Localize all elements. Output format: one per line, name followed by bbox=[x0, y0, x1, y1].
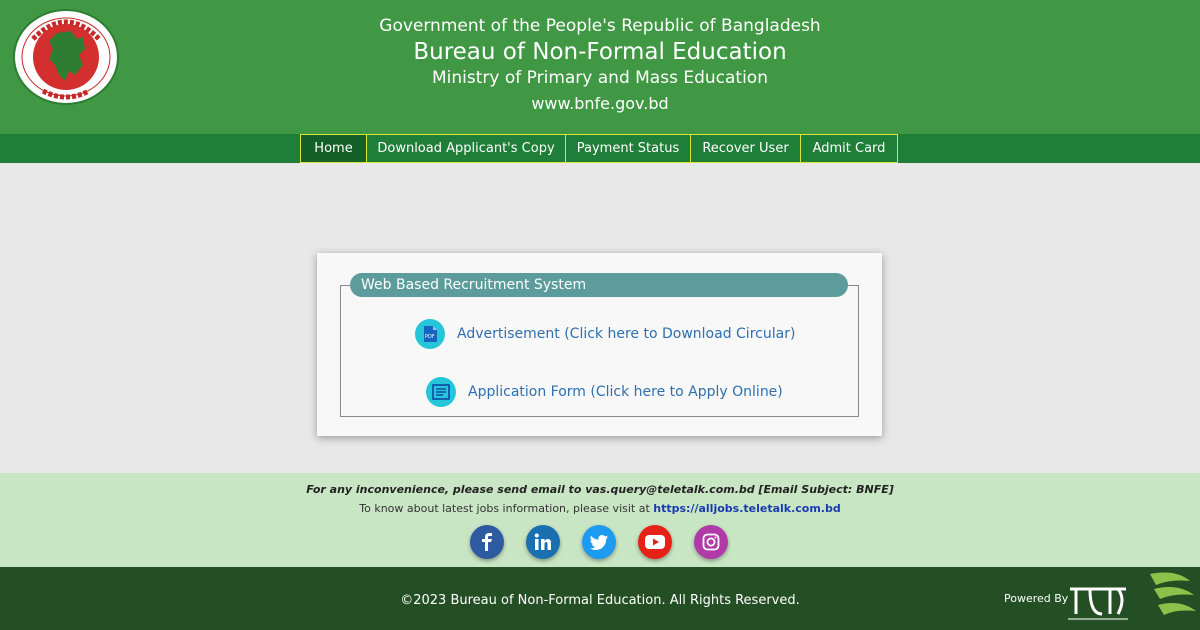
copyright-footer bbox=[0, 567, 1200, 630]
advertisement-link-label[interactable]: Advertisement (Click here to Download Circular) bbox=[457, 326, 796, 342]
recruitment-legend: Web Based Recruitment System bbox=[350, 273, 848, 297]
youtube-icon[interactable] bbox=[638, 525, 672, 559]
website-url[interactable]: www.bnfe.gov.bd bbox=[531, 94, 669, 113]
nav-item-home[interactable]: Home bbox=[300, 134, 367, 163]
alljobs-link[interactable]: https://alljobs.teletalk.com.bd bbox=[653, 502, 841, 515]
advertisement-link[interactable] bbox=[415, 319, 795, 349]
svg-text:PDF: PDF bbox=[425, 334, 435, 340]
ministry-title: Ministry of Primary and Mass Education bbox=[432, 68, 768, 88]
nav-item-recover-user[interactable]: Recover User bbox=[691, 134, 801, 163]
nav-item-admit-card[interactable]: Admit Card bbox=[801, 134, 898, 163]
nav-menu bbox=[300, 134, 898, 163]
instagram-icon[interactable] bbox=[694, 525, 728, 559]
nav-item-download-applicants-copy[interactable]: Download Applicant's Copy bbox=[367, 134, 566, 163]
navbar bbox=[0, 134, 1200, 163]
jobs-info-text: To know about latest jobs information, please visit at bbox=[359, 502, 650, 515]
site-header bbox=[0, 0, 1200, 134]
government-title: Government of the People's Republic of Bangladesh bbox=[379, 16, 821, 36]
twitter-icon[interactable] bbox=[582, 525, 616, 559]
form-icon bbox=[426, 377, 456, 407]
support-notice: For any inconvenience, please send email to vas.query@teletalk.com.bd [Email Subject: BNFE] bbox=[306, 483, 894, 496]
pdf-icon bbox=[415, 319, 445, 349]
contact-footer bbox=[0, 473, 1200, 567]
powered-by-label: Powered By bbox=[1004, 592, 1069, 605]
jobs-info bbox=[0, 502, 1200, 515]
social-links bbox=[470, 525, 730, 559]
teletalk-logo[interactable] bbox=[1066, 569, 1200, 630]
recruitment-card bbox=[317, 253, 882, 436]
linkedin-icon[interactable] bbox=[526, 525, 560, 559]
page-title: Bureau of Non-Formal Education bbox=[413, 39, 787, 65]
application-form-link[interactable] bbox=[426, 377, 783, 407]
copyright-text: ©2023 Bureau of Non-Formal Education. All Rights Reserved. bbox=[400, 593, 800, 608]
facebook-icon[interactable] bbox=[470, 525, 504, 559]
nav-item-payment-status[interactable]: Payment Status bbox=[566, 134, 691, 163]
application-form-link-label[interactable]: Application Form (Click here to Apply Online) bbox=[468, 384, 783, 400]
